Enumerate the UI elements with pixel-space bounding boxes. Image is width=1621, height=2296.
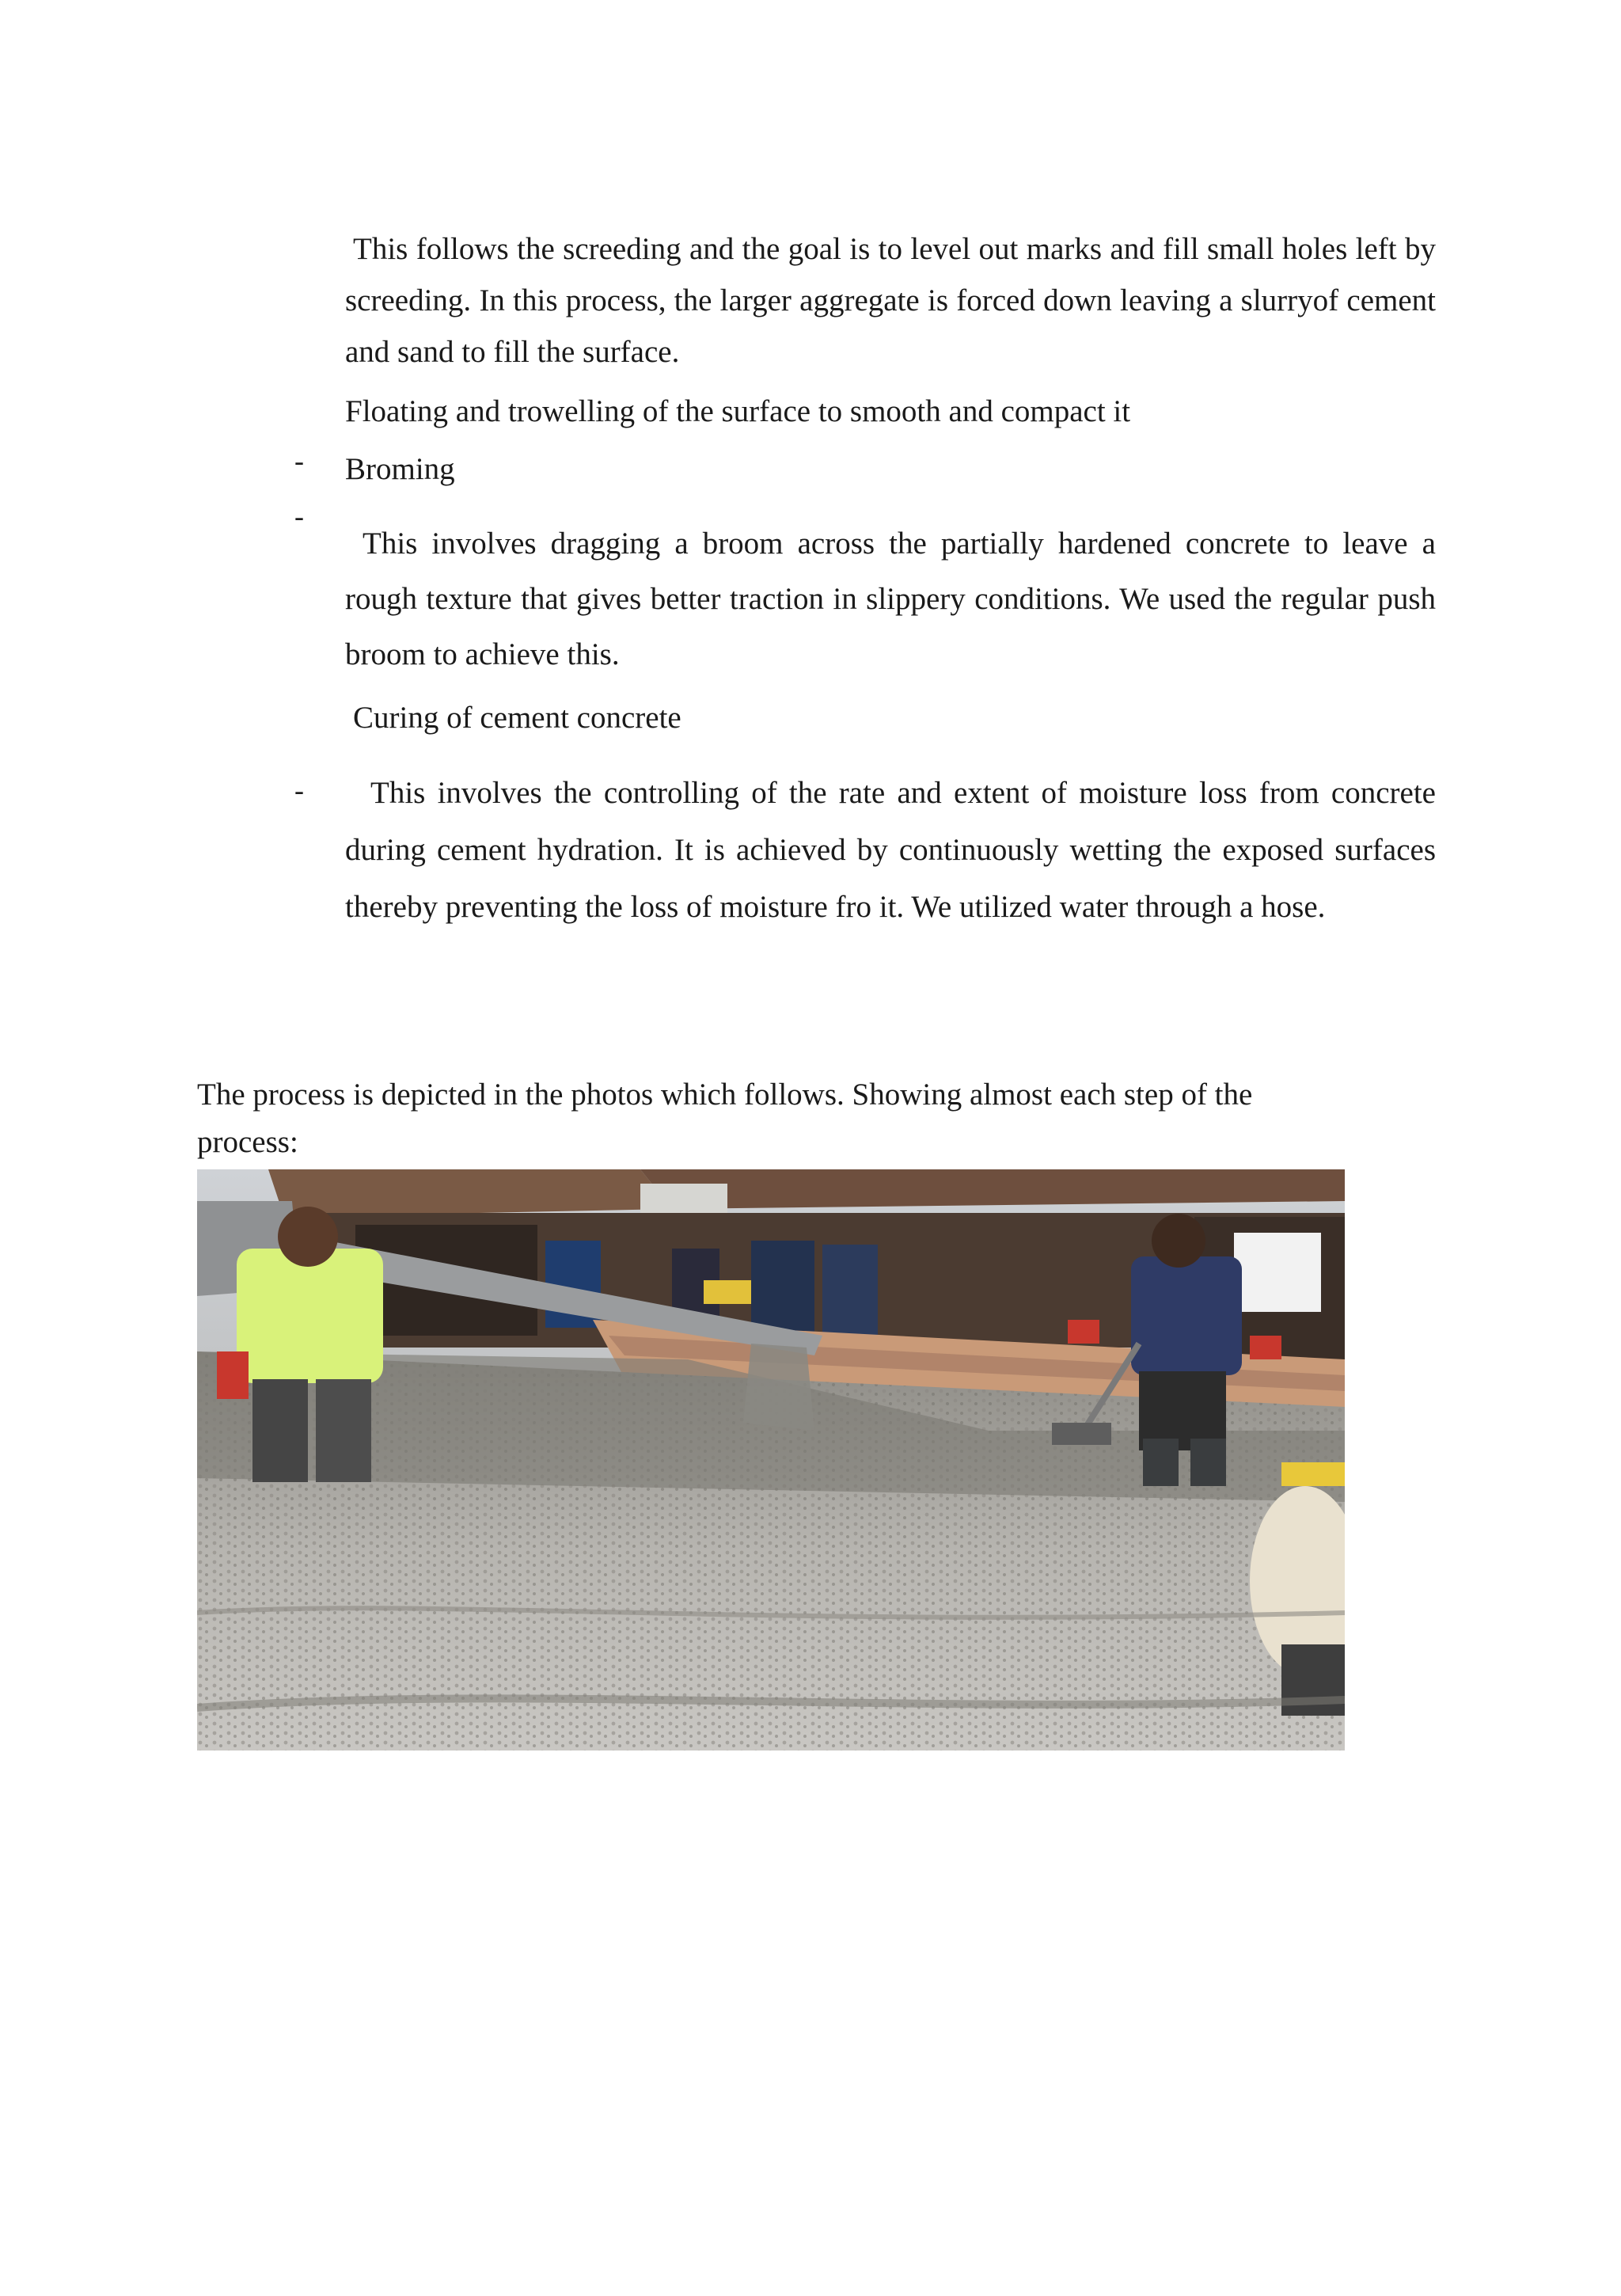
curing-heading: Curing of cement concrete — [353, 701, 681, 735]
process-intro: The process is depicted in the photos which follows. Showing almost each step of the — [197, 1078, 1253, 1112]
curing-description: This involves the controlling of the rate and extent of moisture loss from concrete during cement hydration. It is achieved by continuously wetting the exposed surfaces thereby preventing the loss of moisture fro it. We utilized water through a hose. — [345, 776, 1436, 924]
bullet-dash-3: - — [294, 774, 304, 806]
floating-heading: Floating and trowelling of the surface to smooth and compact it — [345, 394, 1131, 428]
process-intro-continued: process: — [197, 1125, 298, 1159]
broming-heading: Broming — [345, 452, 455, 486]
floating-description: This follows the screeding and the goal is to level out marks and fill small holes left by screeding. In this process, the larger aggregate is forced down leaving a slurryof cement and sand to fill the surface. — [345, 232, 1436, 369]
concrete-pouring-photo — [197, 1169, 1345, 1751]
broming-description: This involves dragging a broom across the partially hardened concrete to leave a rough texture that gives better traction in slippery conditions. We used the regular push broom to achieve this. — [345, 526, 1436, 671]
bullet-dash-1: - — [294, 445, 304, 477]
bullet-dash-2: - — [294, 500, 304, 532]
